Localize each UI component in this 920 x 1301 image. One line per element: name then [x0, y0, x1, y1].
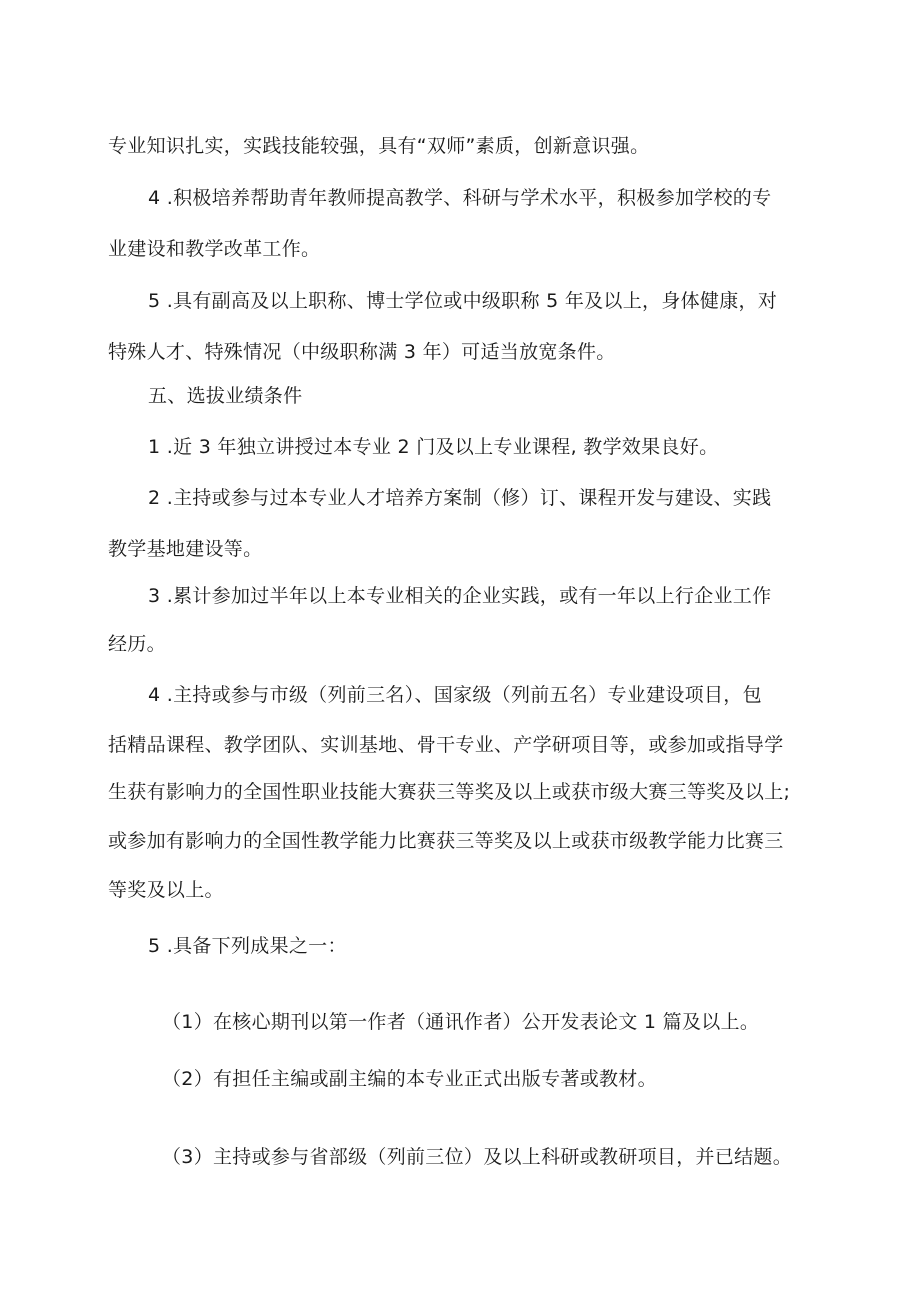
paragraph-line: 专业知识扎实，实践技能较强，具有“双师”素质，创新意识强。 — [108, 135, 650, 157]
list-item: （2）有担任主编或副主编的本专业正式出版专著或教材。 — [162, 1068, 657, 1090]
paragraph-line: 5 .具备下列成果之一： — [148, 935, 347, 957]
paragraph-line: 5 .具有副高及以上职称、博士学位或中级职称 5 年及以上，身体健康，对 — [148, 290, 778, 312]
list-item: （3）主持或参与省部级（列前三位）及以上科研或教研项目，并已结题。 — [162, 1146, 792, 1168]
paragraph-line: 括精品课程、教学团队、实训基地、骨干专业、产学研项目等，或参加或指导学 — [108, 734, 784, 756]
paragraph-line: 教学基地建设等。 — [108, 538, 263, 560]
list-item: （1）在核心期刊以第一作者（通讯作者）公开发表论文 1 篇及以上。 — [162, 1011, 760, 1033]
paragraph-line: 1 .近 3 年独立讲授过本专业 2 门及以上专业课程, 教学效果良好。 — [148, 436, 719, 458]
paragraph-line: 业建设和教学改革工作。 — [108, 238, 321, 260]
paragraph-line: 或参加有影响力的全国性教学能力比赛获三等奖及以上或获市级教学能力比赛三 — [108, 830, 784, 852]
paragraph-line: 特殊人才、特殊情况（中级职称满 3 年）可适当放宽条件。 — [108, 341, 616, 363]
paragraph-line: 4 .主持或参与市级（列前三名）、国家级（列前五名）专业建设项目，包 — [148, 684, 762, 706]
section-heading: 五、选拔业绩条件 — [148, 385, 303, 407]
paragraph-line: 4 .积极培养帮助青年教师提高教学、科研与学术水平，积极参加学校的专 — [148, 187, 772, 209]
paragraph-line: 2 .主持或参与过本专业人才培养方案制（修）订、课程开发与建设、实践 — [148, 487, 772, 509]
paragraph-line: 经历。 — [108, 633, 166, 655]
paragraph-line: 3 .累计参加过半年以上本专业相关的企业实践，或有一年以上行企业工作 — [148, 585, 772, 607]
paragraph-line: 等奖及以上。 — [108, 879, 224, 901]
paragraph-line: 生获有影响力的全国性职业技能大赛获三等奖及以上或获市级大赛三等奖及以上; — [108, 781, 791, 803]
